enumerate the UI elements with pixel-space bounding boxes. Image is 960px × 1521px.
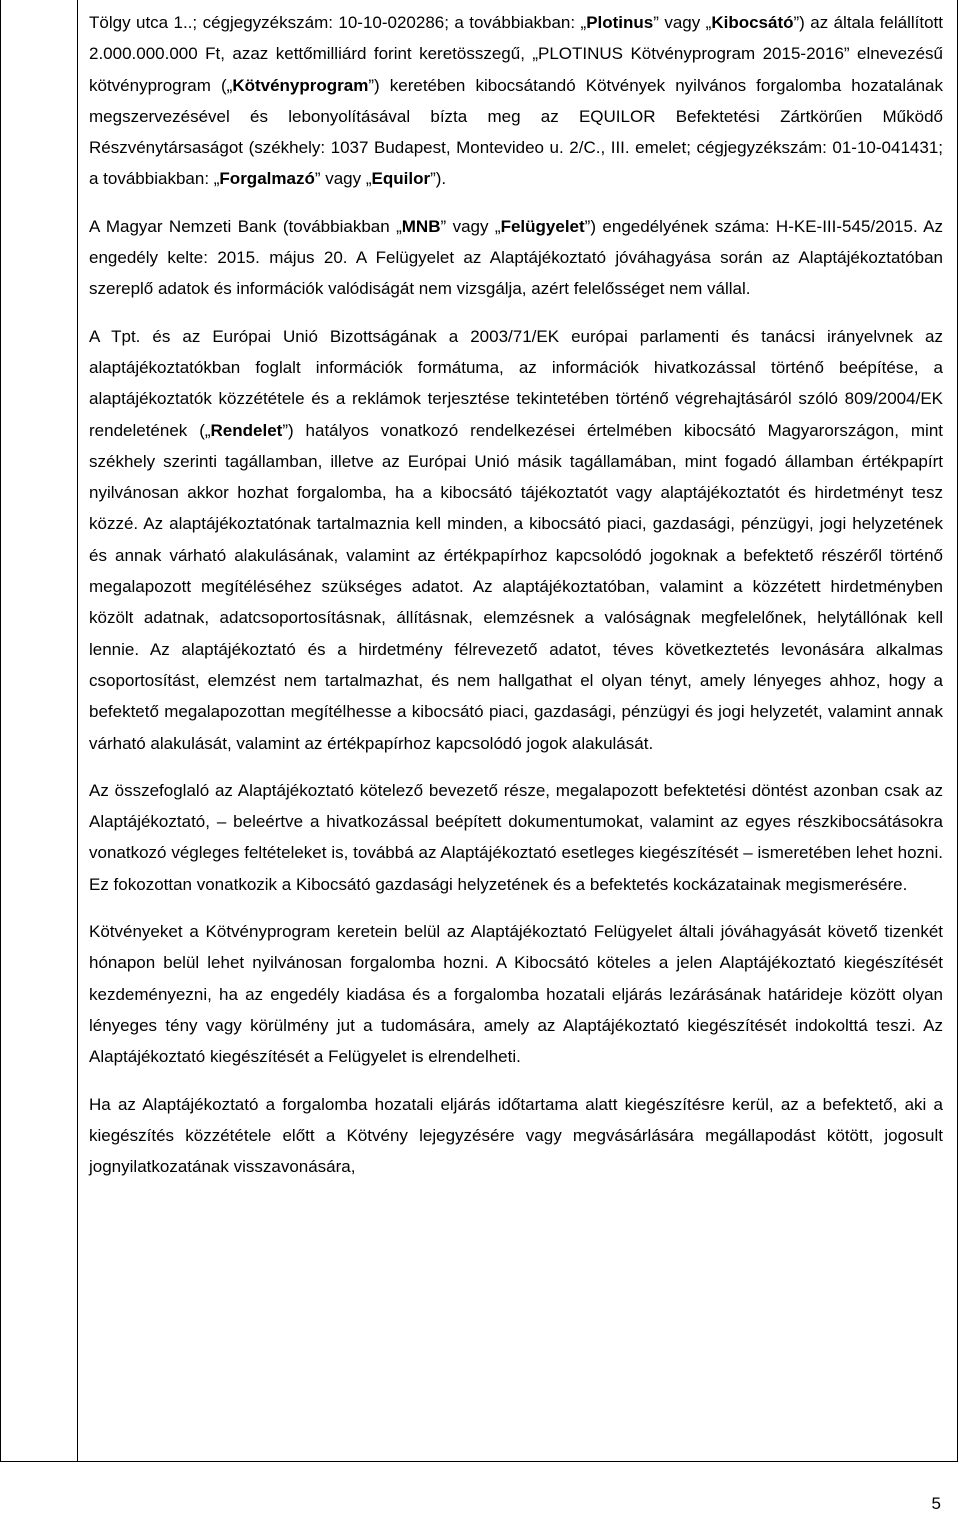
text-run: Kötvényeket a Kötvényprogram keretein belül az Alaptájékoztató Felügyelet általi jóváhagyását követő tizenkét hónapon belül lehet nyilvánosan forgalomba hozni. A Kibocsátó köteles a jelen Alaptájékoztató kiegészítését kezdeményezni, ha az engedély kiadása és a forgalomba hozatali eljárás lezárásának határideje között olyan lényeges tény vagy körülmény jut a tudomására, amely az Alaptájékoztató kiegészítését indokolttá teszi. Az Alaptájékoztató kiegészítését a Felügyelet is elrendelheti. xyxy=(89,922,943,1067)
text-run: Ha az Alaptájékoztató a forgalomba hozatali eljárás időtartama alatt kiegészítésre kerül, az a befektető, aki a kiegészítés közzététele előtt a Kötvény lejegyzésére vagy megvásárlására megállapodást kötött, jogosult jognyilatkozatának visszavonására, xyxy=(89,1094,943,1177)
defined-term: Equilor xyxy=(371,169,431,189)
defined-term: MNB xyxy=(401,216,441,236)
paragraph xyxy=(89,7,943,195)
defined-term: Forgalmazó xyxy=(219,169,315,189)
text-run: A Magyar Nemzeti Bank (továbbiakban „ xyxy=(89,216,402,236)
text-run: ”) engedélyének száma: H-KE-III-545/2015. Az engedély kelte: 2015. május 20. A Felügyelet az Alaptájékoztató jóváhagyása során az Alaptájékoztatóban szereplő adatok és információk valódiságát nem vizsgálja, azért felelősséget nem vállal. xyxy=(89,216,943,299)
paragraph xyxy=(89,916,943,1072)
text-run: ” vagy „ xyxy=(314,169,372,189)
paragraph xyxy=(89,321,943,759)
document-body xyxy=(89,7,943,1182)
defined-term: Plotinus xyxy=(586,13,654,32)
paragraph xyxy=(89,211,943,305)
text-run: ”) az általa felállított 2.000.000.000 Ft, azaz kettőmilliárd forint keretösszegű, „PLOTINUS Kötvényprogram 2015-2016” elnevezésű kötvényprogram („ xyxy=(89,13,943,95)
margin-divider xyxy=(77,0,78,1462)
defined-term: Rendelet xyxy=(210,420,283,440)
text-run: ”) keretében kibocsátandó Kötvények nyilvános forgalomba hozatalának megszervezésével és lebonyolításával bízta meg az EQUILOR Befektetési Zártkörűen Működő Részvénytársaságot (székhely: 1037 Budapest, Montevideo u. 2/C., III. emelet; cégjegyzékszám: 01-10-041431; a továbbiakban: „ xyxy=(89,75,943,189)
defined-term: Kötvényprogram xyxy=(232,75,369,95)
text-run: ” vagy „ xyxy=(653,13,712,32)
text-run: ” vagy „ xyxy=(440,216,501,236)
text-run: A Tpt. és az Európai Unió Bizottságának a 2003/71/EK európai parlamenti és tanácsi irányelvnek az alaptájékoztatókban foglalt információk formátuma, az információk hivatkozással történő beépítése, a alaptájékoztatók közzététele és a reklámok terjesztése tekintetében történő végrehajtásáról szóló 809/2004/EK rendeletének („ xyxy=(89,326,943,440)
paragraph xyxy=(89,1089,943,1183)
defined-term: Felügyelet xyxy=(500,216,585,236)
paragraph xyxy=(89,775,943,900)
text-run: ”). xyxy=(430,169,447,189)
text-run: Az összefoglaló az Alaptájékoztató kötelező bevezető része, megalapozott befektetési döntést azonban csak az Alaptájékoztató, – beleértve a hivatkozással beépített dokumentumokat, valamint az egyes részkibocsátásokra vonatkozó végleges feltételeket is, továbbá az Alaptájékoztató esetleges kiegészítését – ismeretében lehet hozni. Ez fokozottan vonatkozik a Kibocsátó gazdasági helyzetének és a befektetés kockázatainak megismerésére. xyxy=(89,780,943,894)
text-run: Tölgy utca 1..; cégjegyzékszám: 10-10-020286; a továbbiakban: „ xyxy=(89,13,587,32)
defined-term: Kibocsátó xyxy=(711,13,794,32)
page-number: 5 xyxy=(931,1494,941,1513)
text-run: ”) hatályos vonatkozó rendelkezései értelmében kibocsátó Magyarországon, mint székhely szerinti tagállamban, illetve az Európai Unió másik tagállamában, mint fogadó államban értékpapírt nyilvánosan akkor hozhat forgalomba, ha a kibocsátó tájékoztatót vagy alaptájékoztatót és hirdetményt tesz közzé. Az alaptájékoztatónak tartalmaznia kell minden, a kibocsátó piaci, gazdasági, pénzügyi, jogi helyzetének és annak várható alakulásának, valamint az értékpapírhoz kapcsolódó jogoknak a befektető részéről történő megalapozott megítéléséhez szükséges adatot. Az alaptájékoztatóban, valamint a közzétett hirdetményben közölt adatnak, adatcsoportosításnak, állításnak, elemzésnek a valóságnak megfelelőnek, helytállónak kell lennie. Az alaptájékoztató és a hirdetmény félrevezető adatot, téves következtetés levonására alkalmas csoportosítást, elemzést nem tartalmazhat, és nem hallgathat el olyan tényt, amely lényeges ahhoz, hogy a befektető megalapozottan megítélhesse a kibocsátó piaci, gazdasági, pénzügyi és jogi helyzetét, valamint annak várható alakulását, valamint az értékpapírhoz kapcsolódó jogok alakulását. xyxy=(89,420,943,753)
